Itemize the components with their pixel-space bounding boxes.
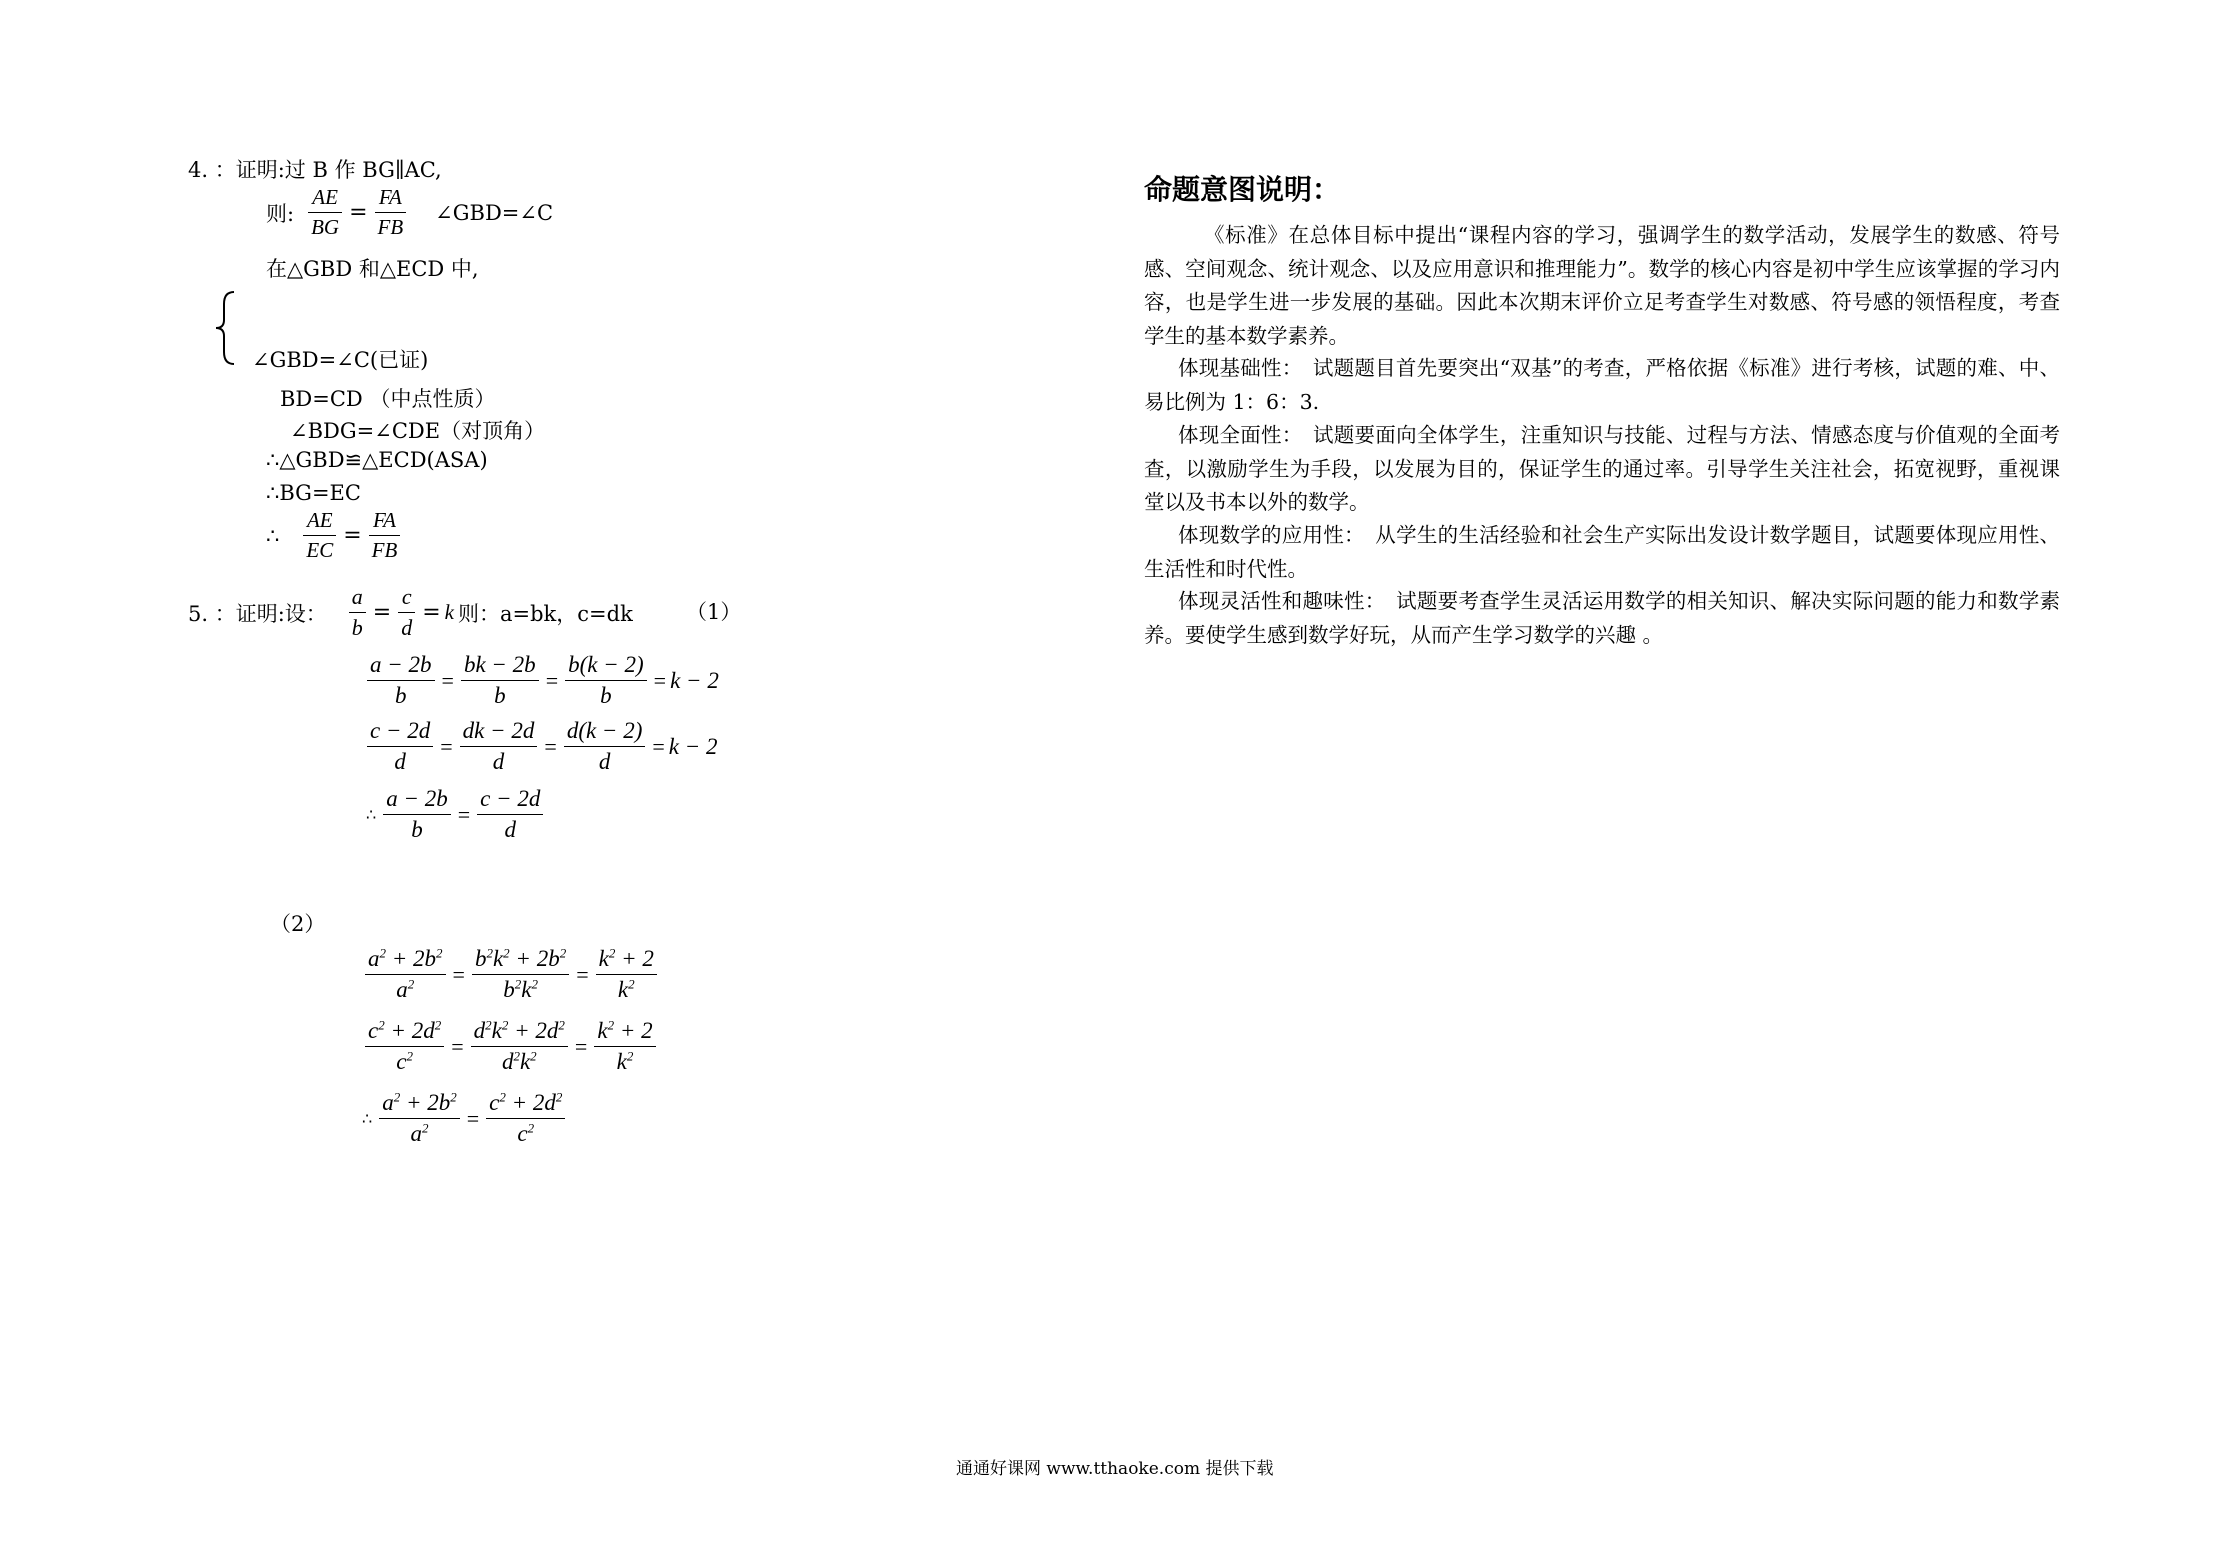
p4-fraction-fa-fb-2: $\frac{FA}{FB}$ — [369, 508, 401, 563]
p5-part1-label: （1） — [686, 600, 742, 624]
p5-eq1-frac-1: $\frac{a - 2b}{b}$ — [367, 652, 435, 709]
p4-result-congruent: ∴△GBD≌△ECD(ASA) — [266, 448, 488, 472]
equals-sign: = — [451, 1033, 464, 1059]
p4-condition-1: ∠GBD=∠C(已证) — [252, 348, 429, 372]
p4-then-label: 则: — [266, 201, 295, 226]
p4-conclusion-line — [266, 508, 403, 563]
p4-condition-2: BD=CD （中点性质） — [280, 387, 496, 411]
p5-equation-1 — [364, 652, 719, 709]
intent-paragraph-basic: 体现基础性： 试题题目首先要突出“双基”的考查，严格依据《标准》进行考核，试题的难、中、易比例为 1：6：3. — [1144, 356, 2060, 414]
intent-paragraph-standard: 《标准》在总体目标中提出“课程内容的学习，强调学生的数学活动，发展学生的数感、符号感、空间观念、统计观念、以及应用意识和推理能力”。数学的核心内容是初中学生应该掌握的学习内容，也是学生进一步发展的基础。因此本次期末评价立足考查学生对数感、符号感的领悟程度，考查学生的基本数学素养。 — [1144, 223, 2060, 348]
p5-part2-equation-3 — [362, 1090, 568, 1147]
p4-fraction-fa-fb: $\frac{FA}{FB}$ — [375, 185, 407, 240]
p5-p2-eq3-frac-1: $\frac{a^2 + 2b^2}{a^2}$ — [379, 1090, 460, 1147]
intent-paragraph-comprehensive: 体现全面性： 试题要面向全体学生，注重知识与技能、过程与方法、情感态度与价值观的全面考查，以激励学生为手段，以发展为目的，保证学生的通过率。引导学生关注社会，拓宽视野，重视课堂以及书本以外的数学。 — [1144, 423, 2060, 514]
p5-eq2-frac-3: $\frac{d(k - 2)}{d}$ — [564, 718, 646, 775]
equals-sign: = — [544, 733, 557, 759]
p5-eq3-frac-1: $\frac{a - 2b}{b}$ — [383, 786, 451, 843]
p5-fraction-a-b: $\frac{a}{b}$ — [349, 584, 366, 641]
p5-setup-line — [188, 584, 633, 641]
equals-sign: = — [466, 1105, 480, 1131]
p5-p2-eq1-frac-2: $\frac{b^2k^2 + 2b^2}{b^2k^2}$ — [472, 946, 569, 1003]
therefore-symbol: ∴ — [266, 523, 280, 548]
therefore-symbol: ∴ — [362, 1110, 373, 1128]
p5-fraction-c-d: $\frac{c}{d}$ — [398, 584, 415, 641]
equals-sign: = — [452, 961, 465, 987]
p5-equation-2 — [364, 718, 718, 775]
p4-in-triangles: 在△GBD 和△ECD 中, — [266, 257, 479, 281]
p5-p2-eq3-frac-2: $\frac{c^2 + 2d^2}{c^2}$ — [486, 1090, 565, 1147]
p5-p2-eq2-frac-1: $\frac{c^2 + 2d^2}{c^2}$ — [365, 1018, 444, 1075]
equals-sign: = — [440, 733, 453, 759]
p4-ratio-line — [266, 185, 553, 240]
p5-part2-equation-1 — [362, 946, 660, 1003]
p4-fraction-ae-bg: $\frac{AE}{BG}$ — [308, 185, 342, 240]
p5-p2-eq2-frac-2: $\frac{d^2k^2 + 2d^2}{d^2k^2}$ — [471, 1018, 568, 1075]
p5-eq1-frac-3: $\frac{b(k - 2)}{b}$ — [565, 652, 647, 709]
p5-setup-rest: 则：a=bk，c=dk — [458, 601, 633, 626]
p5-p2-eq1-frac-1: $\frac{a^2 + 2b^2}{a^2}$ — [365, 946, 446, 1003]
p5-eq3-frac-2: $\frac{c - 2d}{d}$ — [477, 786, 543, 843]
equals-sign: = — [574, 1033, 588, 1059]
p5-part2-equation-2 — [362, 1018, 659, 1075]
equals-sign: = — [652, 733, 665, 759]
equals-sign: = — [441, 667, 454, 693]
equals-sign: = — [653, 667, 667, 693]
equals-sign: = — [545, 667, 559, 693]
equals-sign: = — [343, 523, 362, 548]
p5-eq2-frac-1: $\frac{c - 2d}{d}$ — [367, 718, 433, 775]
p5-eq1-frac-2: $\frac{bk - 2b}{b}$ — [461, 652, 539, 709]
intent-heading: 命题意图说明： — [1144, 173, 1341, 206]
footer-source: 通通好课网 www.tthaoke.com 提供下载 — [956, 1459, 1274, 1479]
therefore-symbol: ∴ — [366, 806, 377, 824]
equals-sign: = — [457, 801, 471, 827]
equals-sign: = — [422, 600, 441, 625]
p4-fraction-ae-ec: $\frac{AE}{EC}$ — [303, 508, 336, 563]
equals-sign: = — [576, 961, 589, 987]
p5-heading: 5. ：证明:设： — [188, 601, 327, 626]
intent-paragraph-flexibility: 体现灵活性和趣味性： 试题要考查学生灵活运用数学的相关知识、解决实际问题的能力和数学素养。要使学生感到数学好玩，从而产生学习数学的兴趣 。 — [1144, 589, 2060, 647]
left-brace-icon — [214, 290, 238, 366]
p5-p2-eq1-frac-3: $\frac{k^2 + 2}{k^2}$ — [596, 946, 657, 1003]
p4-result-bg-ec: ∴BG=EC — [266, 481, 361, 505]
p5-p2-eq2-frac-3: $\frac{k^2 + 2}{k^2}$ — [594, 1018, 655, 1075]
equals-sign: = — [349, 200, 368, 225]
p5-eq1-result: k − 2 — [670, 667, 719, 693]
intent-paragraph-application: 体现数学的应用性： 从学生的生活经验和社会生产实际出发设计数学题目，试题要体现应用性、生活性和时代性。 — [1144, 523, 2060, 581]
p5-eq2-frac-2: $\frac{dk - 2d}{d}$ — [460, 718, 538, 775]
p5-equation-3 — [366, 786, 546, 843]
p4-condition-3: ∠BDG=∠CDE（对顶角） — [290, 419, 546, 443]
p5-k-symbol: k — [444, 600, 454, 624]
equals-sign: = — [372, 600, 392, 625]
p5-part2-label: （2） — [270, 912, 326, 936]
p4-angle-equality: ∠GBD=∠C — [435, 200, 554, 225]
p4-heading: 4. ：证明:过 B 作 BG∥AC, — [188, 158, 442, 182]
p5-eq2-result: k − 2 — [668, 733, 718, 759]
